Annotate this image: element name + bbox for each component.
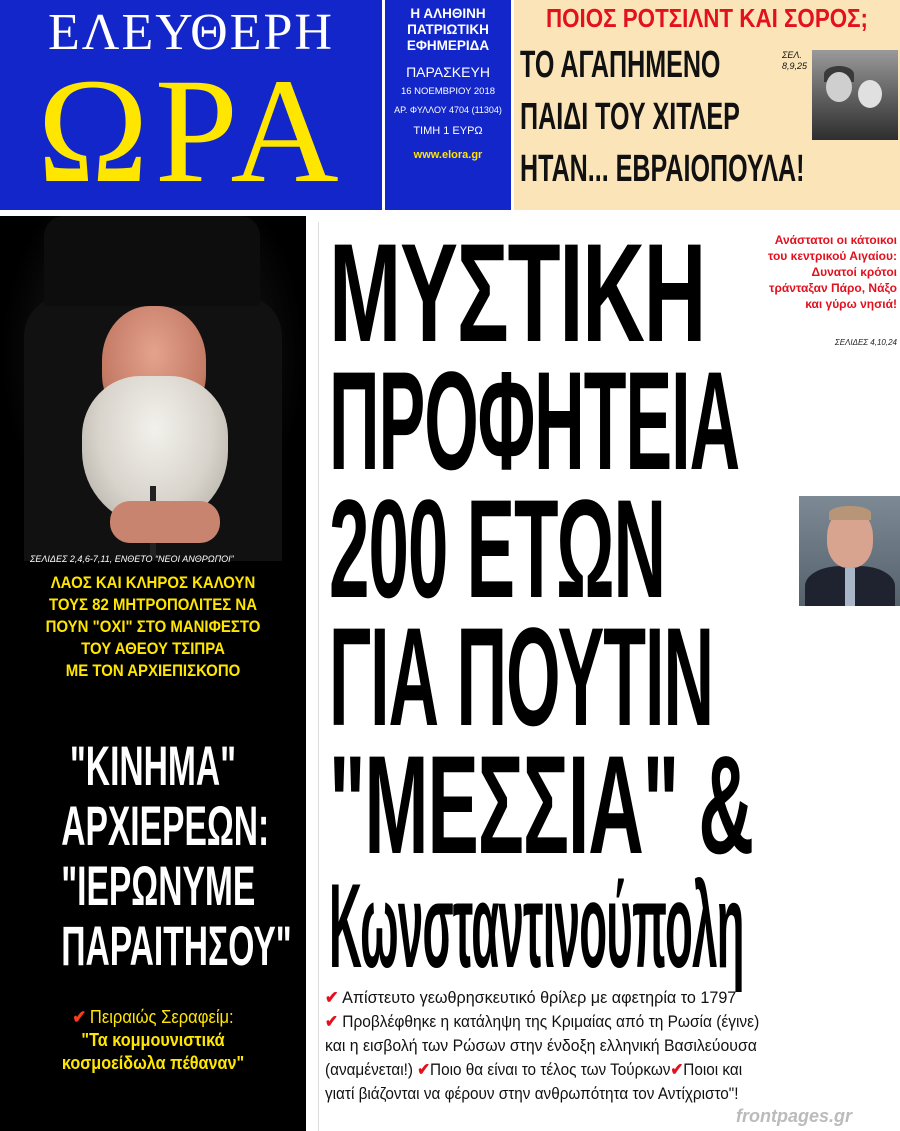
main-story[interactable]: [318, 222, 900, 1131]
putin-photo: [799, 496, 900, 606]
subhead-line: ΜΕ ΤΟΝ ΑΡΧΙΕΠΙΣΚΟΠΟ: [65, 661, 241, 680]
side-note-line: Δυνατοί κρότοι: [811, 265, 897, 279]
check-icon: ✔: [670, 1060, 684, 1079]
bullet-text: Απίστευτο γεωθρησκευτικό θρίλερ με αφετηρία το 1797: [342, 988, 737, 1007]
bullet-row: [325, 1034, 861, 1058]
main-headline-line: Κωνσταντινούπολη: [329, 859, 744, 993]
bullet-row: [325, 1010, 849, 1034]
tagline-line: ΕΦΗΜΕΡΙΔΑ: [406, 38, 490, 53]
tagline-line: ΠΑΤΡΙΩΤΙΚΗ: [407, 22, 489, 37]
bullet-row: [325, 1058, 843, 1082]
check-icon: ✔: [72, 1007, 87, 1027]
side-note-line: του κεντρικού Αιγαίου:: [767, 249, 897, 263]
bullet-text: Ποιο θα είναι το τέλος των Τούρκων: [430, 1060, 671, 1079]
check-icon: ✔: [325, 988, 339, 1007]
main-headline-line: "ΜΕΣΣΙΑ" &: [329, 726, 753, 883]
bullet-row: [325, 1082, 843, 1106]
bullet-text: (αναμένεται!): [325, 1060, 413, 1079]
bullet-text: Προβλέφθηκε η κατάληψη της Κριμαίας από τη Ρωσία (έγινε): [342, 1012, 760, 1031]
top-story-page-ref: ΣΕΛ. 8,9,25: [782, 50, 808, 71]
subhead-line: ΤΟΥΣ 82 ΜΗΤΡΟΠΟΛΙΤΕΣ ΝΑ: [48, 595, 258, 614]
subhead-line: ΤΟΥ ΑΘΕΟΥ ΤΣΙΠΡΑ: [81, 639, 225, 658]
left-story-headline: [0, 736, 306, 976]
price: ΤΙΜΗ 1 ΕΥΡΩ: [413, 125, 483, 137]
quote-lead: Πειραιώς Σεραφείμ:: [89, 1007, 234, 1027]
bullet-text: γιατί βιάζονται να φέρουν στην ανθρωπότητα τον Αντίχριστο"!: [325, 1084, 739, 1103]
subhead-line: ΠΟΥΝ "ΟΧΙ" ΣΤΟ ΜΑΝΙΦΕΣΤΟ: [45, 617, 261, 636]
headline-line: ΠΑΡΑΙΤΗΣΟΥ": [61, 914, 292, 977]
side-note-page-ref: ΣΕΛΙΔΕΣ 4,10,24: [834, 338, 897, 347]
main-headline-line: 200 ΕΤΩΝ: [329, 470, 666, 627]
left-story-page-ref: ΣΕΛΙΔΕΣ 2,4,6-7,11, ΕΝΘΕΤΟ “ΝΕΟΙ ΑΝΘΡΩΠΟΙ”: [30, 554, 234, 564]
top-story-headline-line: ΗΤΑΝ... ΕΒΡΑΙΟΠΟΥΛΑ!: [520, 148, 805, 190]
main-headline-line: ΓΙΑ ΠΟΥΤΙΝ: [329, 598, 714, 755]
top-story-headline-line: ΤΟ ΑΓΑΠΗΜΕΝΟ: [520, 44, 721, 86]
top-story-photo: [812, 50, 898, 140]
headline-line: "ΚΙΝΗΜΑ": [69, 734, 237, 797]
side-note-line: Ανάστατοι οι κάτοικοι: [774, 233, 897, 247]
edition-day: ΠΑΡΑΣΚΕΥΗ: [406, 64, 490, 80]
check-icon: ✔: [417, 1060, 431, 1079]
check-icon: ✔: [325, 1012, 338, 1031]
masthead: [0, 0, 382, 210]
main-headline-line: ΠΡΟΦΗΤΕΙΑ: [329, 342, 740, 499]
quote-line: "Τα κομμουνιστικά: [81, 1030, 225, 1050]
left-story-quote: [0, 1006, 306, 1075]
quote-line: κοσμοείδωλα πέθαναν": [61, 1053, 245, 1073]
masthead-title-top: ΕΛΕΥΘΕΡΗ: [48, 4, 334, 61]
top-story-headline-line: ΠΑΙΔΙ ΤΟΥ ΧΙΤΛΕΡ: [520, 96, 740, 138]
masthead-title-main: ΩΡΑ: [37, 48, 345, 210]
top-story-kicker: ΠΟΙΟΣ ΡΟΤΣΙΛΝΤ ΚΑΙ ΣΟΡΟΣ;: [545, 3, 869, 33]
headline-line: ΑΡΧΙΕΡΕΩΝ:: [61, 794, 270, 857]
bullet-row: [325, 986, 872, 1010]
issue-number: ΑΡ. ΦΥΛΛΟΥ 4704 (11304): [394, 105, 502, 115]
edition-date: 16 ΝΟΕΜΒΡΙΟΥ 2018: [400, 86, 496, 97]
side-note-line: τράνταξαν Πάρο, Νάξο: [769, 281, 897, 295]
source-credit: frontpages.gr: [736, 1106, 853, 1126]
tagline-line: Η ΑΛΗΘΙΝΗ: [410, 6, 486, 21]
main-story-bullets: [325, 986, 900, 1106]
bullet-text: και η εισβολή των Ρώσων στην ένδοξη ελληνική Βασιλεύουσα: [325, 1036, 757, 1055]
bullet-text: Ποιοι και: [683, 1060, 743, 1079]
archbishop-photo: [0, 216, 306, 561]
left-story[interactable]: [0, 216, 306, 1131]
edition-infobox: [385, 0, 511, 210]
subhead-line: ΛΑΟΣ ΚΑΙ ΚΛΗΡΟΣ ΚΑΛΟΥΝ: [50, 573, 256, 592]
headline-line: "ΙΕΡΩΝΥΜΕ: [61, 854, 256, 917]
main-headline-line: ΜΥΣΤΙΚΗ: [329, 222, 706, 371]
top-story[interactable]: [514, 0, 900, 210]
left-story-subhead: [0, 572, 306, 682]
side-note-line: και γύρω νησιά!: [805, 297, 897, 311]
website-link[interactable]: www.elora.gr: [413, 149, 483, 161]
side-note: [747, 232, 897, 312]
